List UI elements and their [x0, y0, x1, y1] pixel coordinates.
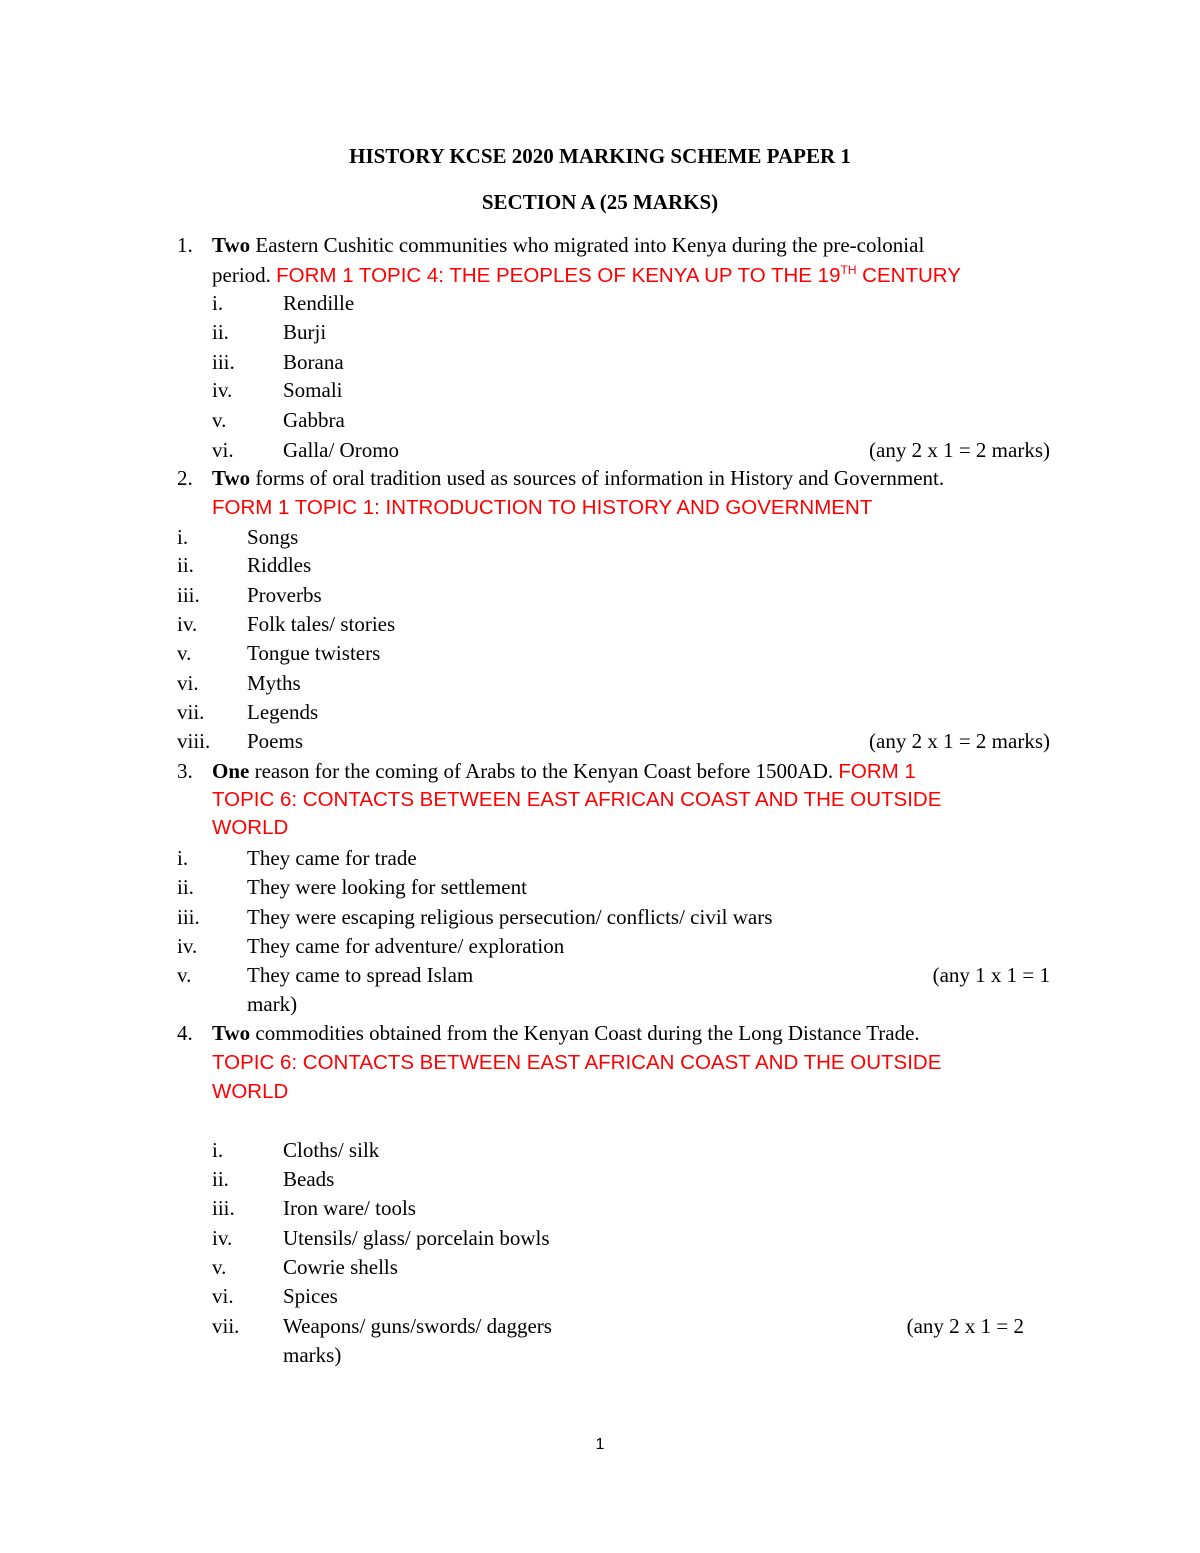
list-item-number: vi. — [177, 671, 199, 695]
list-item-number: viii. — [177, 729, 211, 753]
list-item-number: vii. — [212, 1314, 240, 1338]
list-item: Borana — [283, 350, 344, 374]
list-item: Galla/ Oromo — [283, 438, 400, 462]
list-item: Cloths/ silk — [283, 1138, 380, 1162]
page-number: 1 — [595, 1436, 605, 1453]
list-item: Riddles — [247, 553, 312, 577]
question-3-marks-cont: mark) — [247, 992, 298, 1016]
list-item-number: iv. — [212, 1226, 233, 1250]
list-item-number: iv. — [212, 378, 233, 402]
section-heading: SECTION A (25 MARKS) — [481, 190, 719, 214]
list-item-number: iii. — [177, 583, 200, 607]
list-item-number: vii. — [177, 700, 205, 724]
list-item: Songs — [247, 525, 299, 549]
list-item: Burji — [283, 320, 327, 344]
list-item-number: i. — [177, 525, 189, 549]
list-item: Spices — [283, 1284, 338, 1308]
question-3-marks: (any 1 x 1 = 1 — [932, 963, 1050, 987]
list-item: Myths — [247, 671, 301, 695]
list-item: Proverbs — [247, 583, 322, 607]
list-item: Beads — [283, 1167, 335, 1191]
list-item: They came for trade — [247, 846, 417, 870]
question-4-line-1: Two commodities obtained from the Kenyan Coast during the Long Distance Trade. — [212, 1021, 920, 1045]
list-item-number: i. — [212, 291, 224, 315]
question-2-line-1: Two forms of oral tradition used as sources of information in History and Government. — [212, 466, 945, 490]
list-item-number: iv. — [177, 612, 198, 636]
list-item-number: i. — [177, 846, 189, 870]
list-item: Folk tales/ stories — [247, 612, 396, 636]
list-item-number: v. — [177, 963, 192, 987]
question-2-topic: FORM 1 TOPIC 1: INTRODUCTION TO HISTORY AND GOVERNMENT — [212, 496, 873, 519]
list-item-number: ii. — [177, 875, 194, 899]
list-item: Somali — [283, 378, 343, 402]
list-item: They came for adventure/ exploration — [247, 934, 565, 958]
question-4-topic-cont: WORLD — [212, 1080, 289, 1103]
question-2-number: 2. — [177, 466, 193, 490]
list-item-number: v. — [212, 408, 227, 432]
list-item: Gabbra — [283, 408, 345, 432]
question-3-line-1: One reason for the coming of Arabs to the Kenyan Coast before 1500AD. FORM 1 — [212, 759, 916, 783]
list-item: Utensils/ glass/ porcelain bowls — [283, 1226, 550, 1250]
list-item-number: iii. — [212, 350, 235, 374]
list-item-number: iii. — [177, 905, 200, 929]
list-item-number: ii. — [212, 1167, 229, 1191]
list-item: They came to spread Islam — [247, 963, 474, 987]
document-title: HISTORY KCSE 2020 MARKING SCHEME PAPER 1 — [349, 144, 851, 168]
question-4-number: 4. — [177, 1021, 193, 1045]
list-item-number: vi. — [212, 1284, 234, 1308]
list-item-number: v. — [212, 1255, 227, 1279]
question-3-topic-cont: WORLD — [212, 816, 289, 839]
question-1-line-1: Two Eastern Cushitic communities who migrated into Kenya during the pre-colonial — [212, 233, 925, 257]
list-item-number: iii. — [212, 1196, 235, 1220]
list-item: Cowrie shells — [283, 1255, 398, 1279]
list-item-number: i. — [212, 1138, 224, 1162]
question-2-marks: (any 2 x 1 = 2 marks) — [869, 729, 1050, 753]
question-3-number: 3. — [177, 759, 193, 783]
question-1-marks: (any 2 x 1 = 2 marks) — [869, 438, 1050, 462]
list-item: Tongue twisters — [247, 641, 381, 665]
list-item-number: v. — [177, 641, 192, 665]
list-item: Weapons/ guns/swords/ daggers — [283, 1314, 552, 1338]
question-1-number: 1. — [177, 233, 193, 257]
question-3-topic: TOPIC 6: CONTACTS BETWEEN EAST AFRICAN COAST AND THE OUTSIDE — [212, 788, 942, 811]
list-item-number: ii. — [177, 553, 194, 577]
list-item-number: vi. — [212, 438, 234, 462]
question-4-topic: TOPIC 6: CONTACTS BETWEEN EAST AFRICAN COAST AND THE OUTSIDE — [212, 1051, 942, 1074]
list-item-number: iv. — [177, 934, 198, 958]
question-1-topic: FORM 1 TOPIC 4: THE PEOPLES OF KENYA UP TO THE 19TH CENTURY — [276, 263, 961, 287]
list-item: Iron ware/ tools — [283, 1196, 416, 1220]
list-item-number: ii. — [212, 320, 229, 344]
list-item: Poems — [247, 729, 304, 753]
question-4-marks-cont: marks) — [283, 1343, 342, 1367]
list-item: They were escaping religious persecution/ conflicts/ civil wars — [247, 905, 773, 929]
list-item: Legends — [247, 700, 319, 724]
list-item: Rendille — [283, 291, 355, 315]
question-4-marks: (any 2 x 1 = 2 — [906, 1314, 1024, 1338]
question-1-line-2: period. FORM 1 TOPIC 4: THE PEOPLES OF KENYA UP TO THE 19TH CENTURY — [212, 263, 961, 287]
list-item: They were looking for settlement — [247, 875, 527, 899]
